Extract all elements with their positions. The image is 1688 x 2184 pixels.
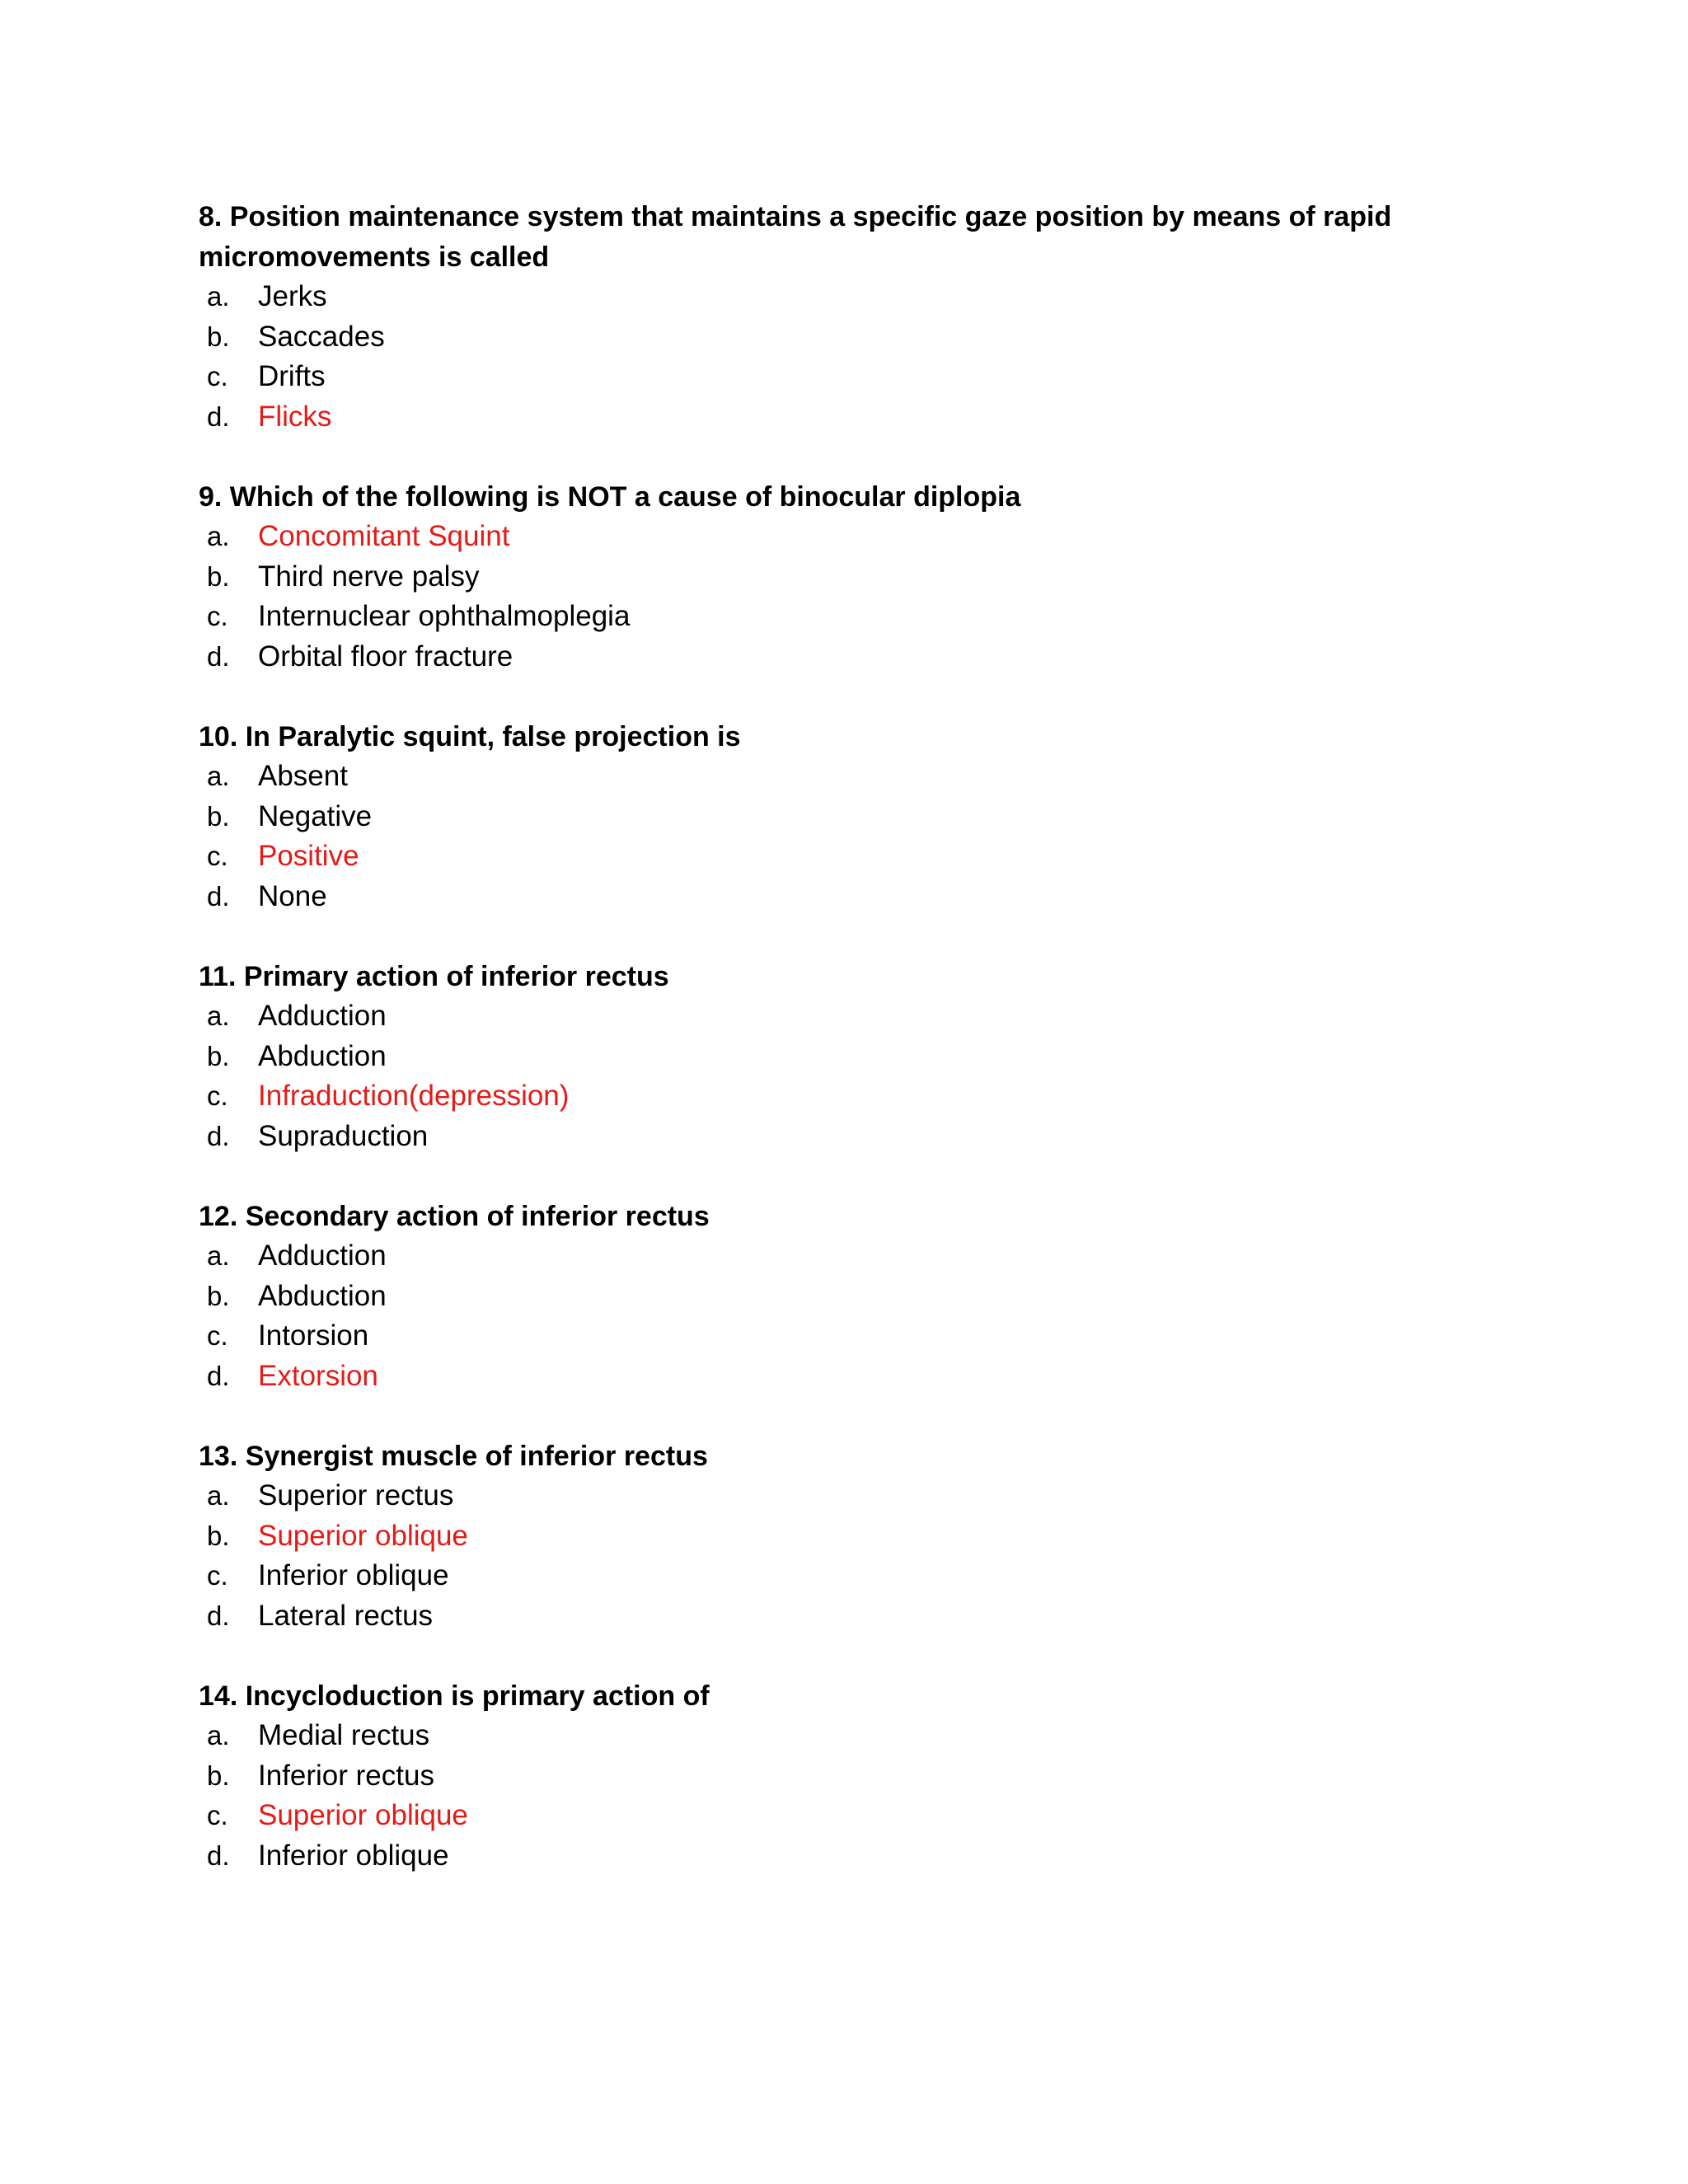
option-text: Internuclear ophthalmoplegia (258, 600, 631, 632)
option-letter: c. (207, 841, 228, 871)
option-text: Abduction (258, 1279, 387, 1312)
question-text: 10. In Paralytic squint, false projection is (199, 720, 741, 752)
option-list (199, 1716, 1484, 1876)
question-10 (199, 717, 1484, 917)
option-letter: b. (207, 1280, 230, 1311)
option-letter: a. (207, 521, 230, 551)
question-11 (199, 957, 1484, 1157)
question-text: 9. Which of the following is NOT a cause of binocular diplopia (199, 480, 1021, 513)
option-text: Inferior oblique (258, 1559, 449, 1591)
option-text: Lateral rectus (258, 1599, 434, 1632)
option-letter: d. (207, 401, 230, 432)
option-d (199, 1836, 1484, 1877)
option-d-correct-answer (199, 397, 1484, 438)
option-text: Abduction (258, 1039, 387, 1072)
option-text: Jerks (258, 280, 327, 312)
option-list (199, 757, 1484, 916)
option-text: Infraduction(depression) (258, 1080, 570, 1112)
option-c (199, 1556, 1484, 1596)
option-text: None (258, 879, 327, 912)
option-letter: b. (207, 800, 230, 832)
option-letter: c. (207, 601, 228, 631)
option-text: Flicks (258, 400, 332, 433)
option-b (199, 1277, 1484, 1317)
option-d-correct-answer (199, 1357, 1484, 1397)
option-c (199, 597, 1484, 637)
option-list (199, 517, 1484, 677)
option-text: Superior oblique (258, 1799, 468, 1831)
option-text: Medial rectus (258, 1719, 430, 1751)
option-b (199, 557, 1484, 598)
question-text: 8. Position maintenance system that maintains a specific gaze position by means of rapid micromovements is called (199, 201, 1392, 273)
option-text: Third nerve palsy (258, 560, 480, 593)
option-a (199, 1716, 1484, 1756)
option-list (199, 1236, 1484, 1396)
option-a-correct-answer (199, 517, 1484, 557)
option-letter: b. (207, 1760, 230, 1791)
option-letter: a. (207, 1480, 230, 1511)
option-text: Extorsion (258, 1359, 378, 1392)
option-text: Negative (258, 799, 373, 832)
option-text: Saccades (258, 320, 385, 353)
question-text: 12. Secondary action of inferior rectus (199, 1200, 710, 1232)
option-letter: c. (207, 1800, 228, 1830)
option-letter: c. (207, 361, 228, 391)
question-text: 14. Incycloduction is primary action of (199, 1680, 710, 1712)
option-b-correct-answer (199, 1516, 1484, 1557)
option-text: Adduction (258, 1240, 387, 1272)
question-text: 11. Primary action of inferior rectus (199, 960, 669, 992)
option-a (199, 1476, 1484, 1516)
option-b (199, 317, 1484, 358)
option-letter: c. (207, 1080, 228, 1111)
option-letter: b. (207, 1040, 230, 1071)
option-text: Inferior oblique (258, 1839, 449, 1872)
option-a (199, 757, 1484, 797)
option-c-correct-answer (199, 1076, 1484, 1117)
option-letter: a. (207, 761, 230, 791)
option-c-correct-answer (199, 837, 1484, 877)
option-list (199, 996, 1484, 1156)
question-13 (199, 1436, 1484, 1637)
option-text: Positive (258, 840, 359, 872)
option-letter: d. (207, 640, 230, 672)
option-text: Superior rectus (258, 1479, 454, 1511)
option-b (199, 1037, 1484, 1077)
option-letter: c. (207, 1560, 228, 1591)
option-letter: a. (207, 1001, 230, 1031)
option-text: Adduction (258, 1000, 387, 1032)
question-12 (199, 1197, 1484, 1397)
option-b (199, 797, 1484, 837)
option-letter: b. (207, 321, 230, 352)
option-list (199, 1476, 1484, 1636)
option-b (199, 1756, 1484, 1797)
option-a (199, 1236, 1484, 1277)
option-d (199, 1117, 1484, 1157)
option-c-correct-answer (199, 1796, 1484, 1836)
option-d (199, 1596, 1484, 1637)
option-letter: d. (207, 1360, 230, 1391)
option-letter: a. (207, 1720, 230, 1750)
option-letter: d. (207, 1840, 230, 1871)
question-8 (199, 197, 1484, 437)
option-a (199, 996, 1484, 1037)
option-a (199, 277, 1484, 317)
option-letter: b. (207, 560, 230, 592)
question-list (199, 197, 1484, 1916)
option-text: Superior oblique (258, 1519, 468, 1552)
option-letter: c. (207, 1320, 228, 1351)
option-text: Absent (258, 760, 348, 792)
option-letter: b. (207, 1520, 230, 1551)
option-letter: d. (207, 1120, 230, 1151)
option-letter: d. (207, 880, 230, 912)
option-c (199, 1316, 1484, 1357)
option-text: Concomitant Squint (258, 520, 510, 552)
question-text: 13. Synergist muscle of inferior rectus (199, 1440, 708, 1472)
option-text: Supraduction (258, 1119, 429, 1152)
question-14 (199, 1676, 1484, 1877)
option-text: Intorsion (258, 1319, 369, 1352)
option-list (199, 277, 1484, 437)
option-text: Drifts (258, 360, 326, 392)
option-letter: a. (207, 281, 230, 312)
option-d (199, 637, 1484, 677)
option-text: Orbital floor fracture (258, 640, 513, 673)
option-d (199, 877, 1484, 917)
option-letter: d. (207, 1600, 230, 1631)
option-text: Inferior rectus (258, 1759, 434, 1792)
option-c (199, 357, 1484, 397)
question-9 (199, 477, 1484, 677)
option-letter: a. (207, 1240, 230, 1271)
